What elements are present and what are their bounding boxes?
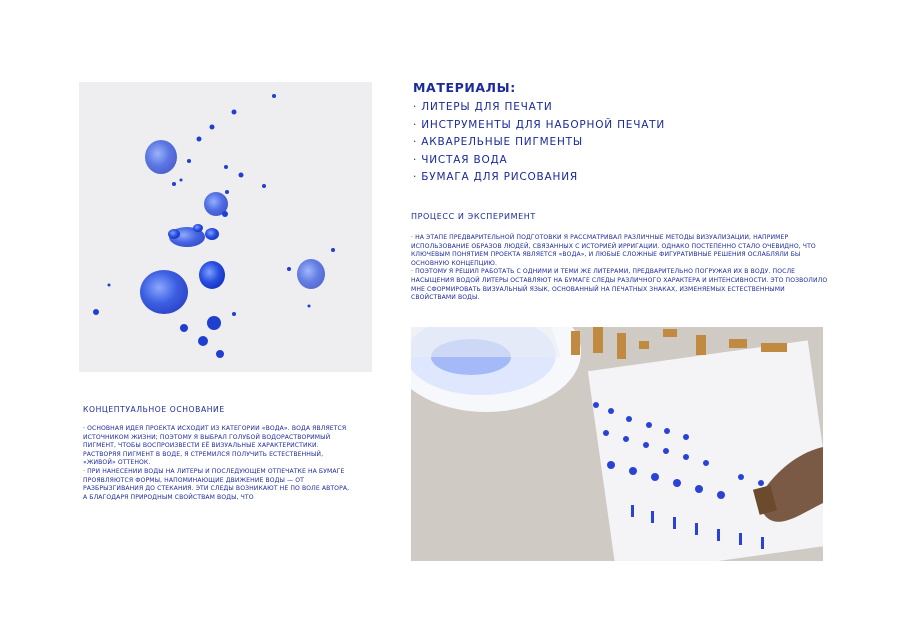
materials-section [413, 80, 733, 187]
ink-splash-photo [79, 82, 372, 372]
materials-item: · БУМАГА ДЛЯ РИСОВАНИЯ [413, 171, 578, 183]
process-paragraph: · НА ЭТАПЕ ПРЕДВАРИТЕЛЬНОЙ ПОДГОТОВКИ Я РАССМАТРИВАЛ РАЗЛИЧНЫЕ МЕТОДЫ ВИЗУАЛИЗАЦИИ, НАПРИМЕР ИСПОЛЬЗОВАНИЕ ОБРАЗОВ ЛЮДЕЙ, СВЯЗАННЫХ С ИСТОРИЕЙ ИРРИГАЦИИ. ОДНАКО ПОСТЕПЕННО СТАЛО ОЧЕВИДНО, ЧТО КЛЮЧЕВЫМ ПОНЯТИЕМ ПРОЕКТА ЯВЛЯЕТСЯ «ВОДА», И ЛЮБЫЕ СЛОЖНЫЕ ФИГУРАТИВНЫЕ РЕШЕНИЯ ОСЛАБЛЯЛИ БЫ ОСНОВНУЮ КОНЦЕПЦИЮ. [411, 234, 816, 267]
concept-section [83, 405, 355, 502]
process-heading: ПРОЦЕСС И ЭКСПЕРИМЕНТ [411, 212, 536, 221]
concept-paragraph: · ПРИ НАНЕСЕНИИ ВОДЫ НА ЛИТЕРЫ И ПОСЛЕДУЮЩЕМ ОТПЕЧАТКЕ НА БУМАГЕ ПРОЯВЛЯЮТСЯ ФОРМЫ, НАПОМИНАЮЩИЕ ДВИЖЕНИЕ ВОДЫ — ОТ РАЗБРЫЗГИВАНИЯ ДО СТЕКАНИЯ. ЭТИ СЛЕДЫ ВОЗНИКАЮТ НЕ ПО ВОЛЕ АВТОРА, А БЛАГОДАРЯ ПРИРОДНЫМ СВОЙСТВАМ ВОДЫ, ЧТО [83, 467, 350, 501]
process-section [411, 212, 831, 303]
materials-item: · АКВАРЕЛЬНЫЕ ПИГМЕНТЫ [413, 136, 583, 148]
process-paragraph: · ПОЭТОМУ Я РЕШИЛ РАБОТАТЬ С ОДНИМИ И ТЕМИ ЖЕ ЛИТЕРАМИ, ПРЕДВАРИТЕЛЬНО ПОГРУЖАЯ ИХ В ВОДУ. ПОСЛЕ НАСЫЩЕНИЯ ВОДОЙ ЛИТЕРЫ ОСТАВЛЯЮТ НА БУМАГЕ СЛЕДЫ РАЗЛИЧНОГО ХАРАКТЕРА И ИНТЕНСИВНОСТИ. ЭТО ПОЗВОЛИЛО МНЕ СФОРМИРОВАТЬ ВИЗУАЛЬНЫЙ ЯЗЫК, ОСНОВАННЫЙ НА ПЕЧАТНЫХ ЗНАКАХ, ИЗМЕНЯЕМЫХ ЕСТЕСТВЕННЫМИ СВОЙСТВАМИ ВОДЫ. [411, 268, 828, 302]
stamp-printing-photo [411, 327, 823, 561]
materials-item: · ЛИТЕРЫ ДЛЯ ПЕЧАТИ [413, 101, 553, 113]
materials-item: · ИНСТРУМЕНТЫ ДЛЯ НАБОРНОЙ ПЕЧАТИ [413, 118, 666, 131]
materials-item: · ЧИСТАЯ ВОДА [413, 153, 508, 166]
concept-paragraph: · ОСНОВНАЯ ИДЕЯ ПРОЕКТА ИСХОДИТ ИЗ КАТЕГОРИИ «ВОДА». ВОДА ЯВЛЯЕТСЯ ИСТОЧНИКОМ ЖИЗНИ; ПОЭТОМУ Я ВЫБРАЛ ГОЛУБОЙ ВОДОРАСТВОРИМЫЙ ПИГМЕНТ, ЧТОБЫ ВОСПРОИЗВЕСТИ ЕЁ ВИЗУАЛЬНЫЕ ХАРАКТЕРИСТИКИ. РАСТВОРЯЯ ПИГМЕНТ В ВОДЕ, Я СТРЕМИЛСЯ ПОЛУЧИТЬ ЕСТЕСТВЕННЫЙ, «ЖИВОЙ» ОТТЕНОК. [83, 425, 347, 467]
concept-heading: КОНЦЕПТУАЛЬНОЕ ОСНОВАНИЕ [83, 405, 225, 414]
materials-title: МАТЕРИАЛЫ: [413, 80, 516, 95]
